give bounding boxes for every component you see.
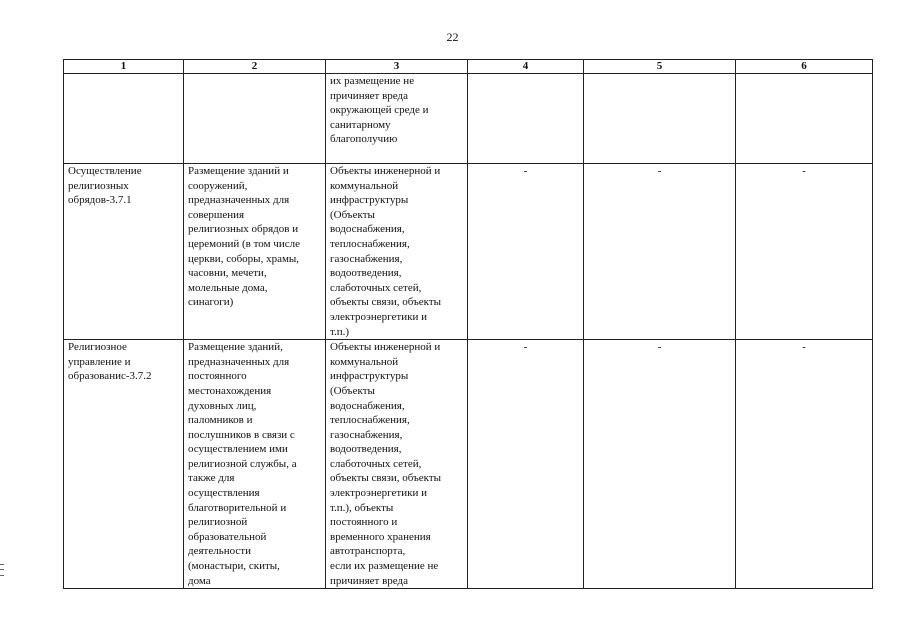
table-cell: - xyxy=(736,164,873,340)
table-row xyxy=(64,164,873,340)
table-cell xyxy=(736,74,873,164)
table-cell: Осуществление религиозных обрядов-3.7.1 xyxy=(64,164,184,340)
table-cell: - xyxy=(736,340,873,589)
column-header: 5 xyxy=(584,60,736,74)
table-cell: их размещение не причиняет вреда окружающей среде и санитарному благополучию xyxy=(326,74,468,164)
table-row xyxy=(64,340,873,589)
column-header: 2 xyxy=(184,60,326,74)
table-cell: Объекты инженерной и коммунальной инфраструктуры (Объекты водоснабжения, теплоснабжения, газоснабжения, водоотведения, слаботочных сетей, объекты связи, объекты электроэнергетики и т.п.) xyxy=(326,164,468,340)
table-cell: - xyxy=(584,164,736,340)
table-cell: Размещение зданий и сооружений, предназначенных для совершения религиозных обрядов и церемоний (в том числе церкви, соборы, храмы, часовни, мечети, молельные дома, синагоги) xyxy=(184,164,326,340)
table-cell xyxy=(584,74,736,164)
table-header-row xyxy=(64,60,873,74)
column-header: 1 xyxy=(64,60,184,74)
table-cell: Размещение зданий, предназначенных для постоянного местонахождения духовных лиц, паломников и послушников в связи с осуществлением ими религиозной службы, а также для осуществления благотворительной и религиозной образовательной деятельности (монастыри, скиты, дома xyxy=(184,340,326,589)
page-number: 22 xyxy=(446,30,459,44)
table-cell: Объекты инженерной и коммунальной инфраструктуры (Объекты водоснабжения, теплоснабжения, газоснабжения, водоотведения, слаботочных сетей, объекты связи, объекты электроэнергетики и т.п.), объекты постоянного и временного хранения автотранспорта, если их размещение не причиняет вреда xyxy=(326,340,468,589)
margin-mark xyxy=(0,564,4,576)
table-row xyxy=(64,74,873,164)
column-header: 4 xyxy=(468,60,584,74)
table-cell: - xyxy=(468,164,584,340)
table-cell xyxy=(64,74,184,164)
land-use-table xyxy=(63,59,873,589)
table-cell: Религиозное управление и образованис-3.7.2 xyxy=(64,340,184,589)
table-cell: - xyxy=(584,340,736,589)
table-cell xyxy=(184,74,326,164)
table-cell xyxy=(468,74,584,164)
column-header: 6 xyxy=(736,60,873,74)
table-cell: - xyxy=(468,340,584,589)
column-header: 3 xyxy=(326,60,468,74)
